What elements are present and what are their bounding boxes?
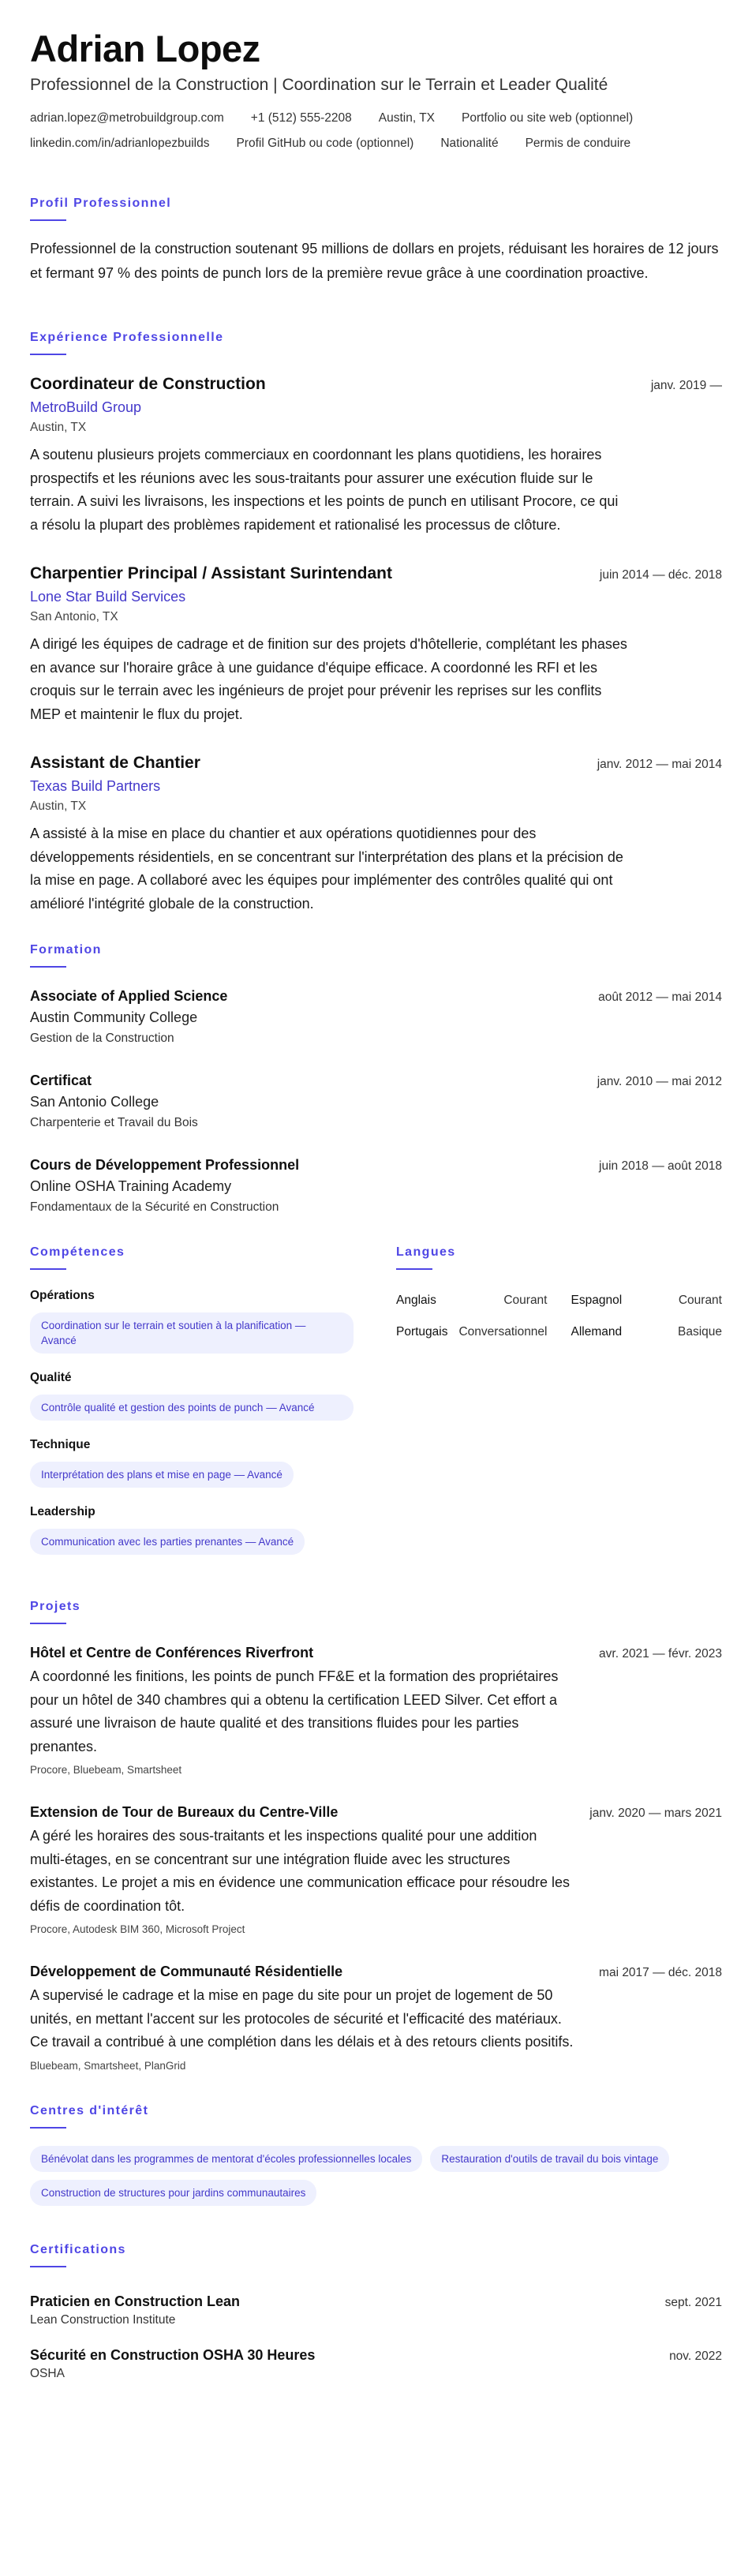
certifications-section [30, 2242, 722, 2383]
section-divider [396, 1268, 432, 1270]
language-item [396, 1324, 548, 1341]
section-divider [30, 219, 66, 221]
interest-chip: Bénévolat dans les programmes de mentorat d'écoles professionnelles locales [30, 2146, 422, 2172]
language-item [396, 1292, 548, 1309]
certification-entry [30, 2291, 722, 2329]
project-title: Développement de Communauté Résidentielle [30, 1964, 343, 1979]
headline: Professionnel de la Construction | Coordination sur le Terrain et Leader Qualité [30, 76, 608, 94]
job-company: Texas Build Partners [30, 778, 161, 794]
section-divider [30, 966, 66, 968]
education-date: juin 2018 — août 2018 [599, 1159, 722, 1173]
job-company: MetroBuild Group [30, 399, 142, 415]
project-date: avr. 2021 — févr. 2023 [599, 1647, 722, 1661]
section-title: Profil Professionnel [30, 197, 172, 210]
job-description: A dirigé les équipes de cadrage et de finition sur des projets d'hôtellerie, complétant les phases en avance sur l'horaire grâce à une guidance d'équipe efficace. A coordonné les RFI et les croquis sur le terrain avec les ingénieurs de projet pour prévenir les reprises sur les conflits MEP et maintenir le flux du projet. [30, 636, 627, 722]
job-title: Coordinateur de Construction [30, 375, 266, 393]
education-entry [30, 1069, 722, 1133]
job-title: Charpentier Principal / Assistant Surintendant [30, 564, 392, 582]
skill-category: Opérations [30, 1289, 95, 1302]
resume-header [30, 27, 722, 152]
contact-nationality: Nationalité [440, 137, 499, 150]
contact-email[interactable]: adrian.lopez@metrobuildgroup.com [30, 111, 224, 125]
education-field: Fondamentaux de la Sécurité en Construction [30, 1200, 279, 1214]
section-title: Formation [30, 943, 102, 957]
education-entry [30, 1154, 722, 1218]
skill-category: Leadership [30, 1505, 95, 1518]
language-name: Allemand [571, 1325, 623, 1339]
certification-name: Sécurité en Construction OSHA 30 Heures [30, 2346, 316, 2363]
section-title: Centres d'intérêt [30, 2103, 149, 2117]
profile-section [30, 196, 722, 286]
job-description: A assisté à la mise en place du chantier et aux opérations quotidiennes pour des développements résidentiels, en se concentrant sur l'interprétation des plans et la précision de la mise en page. A collaboré avec les équipes pour implémenter des contrôles qualité qui ont amélioré l'intégrité globale de la construction. [30, 826, 623, 912]
contact-license: Permis de conduire [525, 137, 631, 150]
language-name: Portugais [396, 1325, 448, 1339]
certification-issuer: OSHA [30, 2366, 65, 2380]
job-location: San Antonio, TX [30, 610, 118, 623]
contact-location: Austin, TX [378, 111, 435, 125]
skill-category: Technique [30, 1438, 91, 1451]
job-date: janv. 2019 — [650, 379, 722, 392]
education-date: janv. 2010 — mai 2012 [597, 1075, 722, 1088]
skill-group [30, 1369, 361, 1421]
education-degree: Cours de Développement Professionnel [30, 1157, 300, 1173]
certification-name: Praticien en Construction Lean [30, 2293, 241, 2309]
language-list [396, 1292, 722, 1341]
language-item [571, 1324, 723, 1341]
language-item [571, 1292, 723, 1309]
job-company: Lone Star Build Services [30, 589, 186, 605]
candidate-name: Adrian Lopez [30, 28, 260, 69]
skill-group [30, 1287, 361, 1354]
language-level: Courant [678, 1294, 722, 1307]
languages-section [396, 1245, 722, 1571]
education-degree: Associate of Applied Science [30, 988, 228, 1004]
language-name: Anglais [396, 1294, 436, 1307]
project-tools: Bluebeam, Smartsheet, PlanGrid [30, 2059, 186, 2072]
project-description: A supervisé le cadrage et la mise en page du site pour un projet de logement de 50 unités, en mettant l'accent sur les protocoles de sécurité et l'efficacité des matériaux. Ce travail a contribué à une complétion dans les délais et à des retours clients positifs. [30, 1987, 574, 2050]
certification-date: sept. 2021 [664, 2295, 722, 2309]
project-description: A géré les horaires des sous-traitants et les inspections qualité pour une addition multi-étages, en se concentrant sur une intégration fluide avec les structures existantes. Le projet a mis en évidence une communication efficace pour résoudre les défis de coordination tôt. [30, 1828, 571, 1914]
interest-list [30, 2146, 722, 2206]
language-name: Espagnol [571, 1294, 623, 1307]
project-tools: Procore, Autodesk BIM 360, Microsoft Project [30, 1923, 245, 1935]
project-title: Extension de Tour de Bureaux du Centre-Ville [30, 1804, 339, 1820]
section-divider [30, 2127, 66, 2129]
project-tools: Procore, Bluebeam, Smartsheet [30, 1764, 182, 1776]
job-title: Assistant de Chantier [30, 754, 200, 772]
section-divider [30, 2266, 66, 2267]
project-date: mai 2017 — déc. 2018 [599, 1966, 722, 1979]
skill-category: Qualité [30, 1371, 72, 1384]
skill-chip: Communication avec les parties prenantes — Avancé [30, 1529, 305, 1555]
language-level: Courant [503, 1294, 548, 1307]
job-location: Austin, TX [30, 799, 87, 813]
skill-group [30, 1436, 361, 1488]
section-title: Expérience Professionnelle [30, 331, 224, 344]
skills-languages-row [30, 1245, 722, 1571]
section-divider [30, 354, 66, 355]
job-entry [30, 751, 722, 915]
skills-section [30, 1245, 361, 1571]
projects-section [30, 1599, 722, 2075]
job-description: A soutenu plusieurs projets commerciaux en coordonnant les plans quotidiens, les horaires prospectifs et les réunions avec les sous-traitants pour assurer une exécution fluide sur le terrain. A suivi les livraisons, les inspections et les points de punch en utilisant Procore, ce qui a résolu la plupart des problèmes rapidement et rationalisé les processus de clôture. [30, 447, 619, 533]
job-entry [30, 562, 722, 726]
project-entry [30, 1960, 722, 2075]
profile-summary: Professionnel de la construction soutenant 95 millions de dollars en projets, réduisant les horaires de 12 jours et fermant 97 % des points de punch lors de la première revue grâce à une coordination proactive. [30, 241, 719, 281]
section-divider [30, 1623, 66, 1624]
job-location: Austin, TX [30, 421, 87, 434]
section-divider [30, 1268, 66, 1270]
education-date: août 2012 — mai 2014 [598, 990, 722, 1004]
job-entry [30, 373, 722, 537]
section-title: Projets [30, 1600, 81, 1613]
skill-group [30, 1503, 361, 1555]
section-title: Langues [396, 1245, 456, 1259]
education-field: Charpenterie et Travail du Bois [30, 1116, 198, 1129]
job-date: janv. 2012 — mai 2014 [597, 758, 722, 771]
education-school: San Antonio College [30, 1094, 159, 1110]
education-entry [30, 985, 722, 1049]
certification-issuer: Lean Construction Institute [30, 2312, 176, 2327]
education-school: Online OSHA Training Academy [30, 1178, 232, 1194]
contact-portfolio[interactable]: Portfolio ou site web (optionnel) [462, 111, 634, 125]
skill-chip: Coordination sur le terrain et soutien à la planification — Avancé [30, 1312, 354, 1354]
education-section [30, 942, 722, 1218]
interest-chip: Construction de structures pour jardins communautaires [30, 2180, 316, 2206]
skill-chip: Interprétation des plans et mise en page — Avancé [30, 1462, 294, 1488]
education-school: Austin Community College [30, 1009, 198, 1025]
section-title: Compétences [30, 1245, 125, 1259]
education-degree: Certificat [30, 1073, 92, 1088]
language-level: Basique [677, 1325, 722, 1339]
contact-github[interactable]: Profil GitHub ou code (optionnel) [236, 137, 414, 150]
interest-chip: Restauration d'outils de travail du bois vintage [430, 2146, 669, 2172]
project-title: Hôtel et Centre de Conférences Riverfront [30, 1645, 314, 1661]
education-field: Gestion de la Construction [30, 1032, 174, 1045]
section-title: Certifications [30, 2242, 126, 2256]
project-description: A coordonné les finitions, les points de punch FF&E et la formation des propriétaires pour un hôtel de 340 chambres qui a obtenu la certification LEED Silver. Cet effort a assuré une livraison de haute qualité et des transitions fluides pour les parties prenantes. [30, 1668, 559, 1754]
interests-section [30, 2103, 722, 2206]
language-level: Conversationnel [458, 1325, 548, 1339]
skill-chip: Contrôle qualité et gestion des points de punch — Avancé [30, 1395, 354, 1421]
experience-section [30, 330, 722, 915]
project-date: janv. 2020 — mars 2021 [589, 1807, 722, 1820]
certification-entry [30, 2345, 722, 2383]
contact-list [30, 110, 722, 152]
project-entry [30, 1642, 722, 1779]
contact-linkedin[interactable]: linkedin.com/in/adrianlopezbuilds [30, 137, 210, 150]
certification-date: nov. 2022 [669, 2349, 722, 2363]
contact-phone[interactable]: +1 (512) 555-2208 [250, 111, 352, 125]
job-date: juin 2014 — déc. 2018 [599, 568, 722, 582]
project-entry [30, 1801, 722, 1938]
